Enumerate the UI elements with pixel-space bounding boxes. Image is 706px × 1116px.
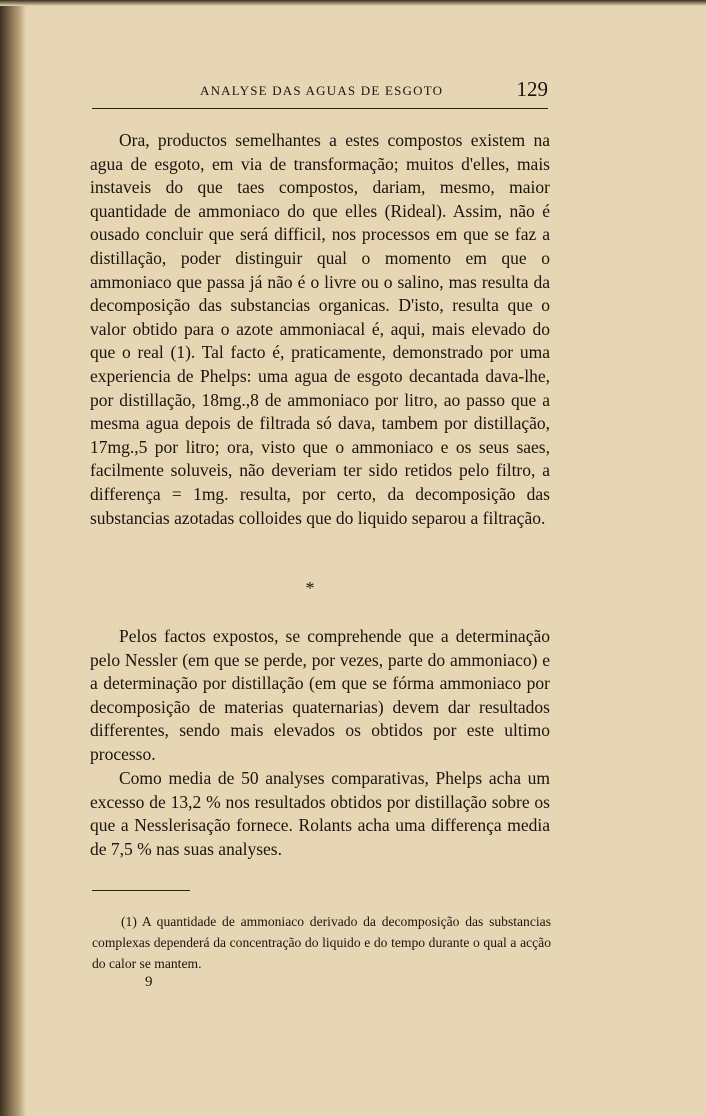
footnote-rule [92, 890, 190, 891]
footnote: (1) A quantidade de ammoniaco derivado da decomposição das substancias complexas dependerá da concentração do liquido e do tempo durante o qual a acção do calor se mantem. [92, 914, 551, 971]
binding-gutter [0, 0, 26, 1116]
header-rule [92, 108, 548, 109]
page-header [92, 78, 548, 102]
page-top-edge [0, 0, 706, 6]
body-paragraph-1: Ora, productos semelhantes a estes compostos existem na agua de esgoto, em via de transformação; muitos d'elles, mais instaveis do que taes compostos, dariam, mesmo, maior quantidade de ammoniaco do que elles (Rideal). Assim, não é ousado concluir que será difficil, nos processos em que se faz a distillação, poder distinguir qual o momento em que o ammoniaco que passa já não é o livre ou o salino, mas resulta da decomposição das substancias organicas. D'isto, resulta que o valor obtido para o azote ammoniacal é, aqui, mais elevado do que o real (1). Tal facto é, praticamente, demonstrado por uma experiencia de Phelps: uma agua de esgoto decantada dava-lhe, por distillação, 18mg.,8 de ammoniaco por litro, ao passo que a mesma agua depois de filtrada só dava, tambem por distillação, 17mg.,5 por litro; ora, visto que o ammoniaco e os seus saes, facilmente soluveis, não deveriam ter sido retidos pelo filtro, a differença = 1mg. resulta, por certo, da decomposição das substancias azotadas colloides que do liquido separou a filtração. [90, 130, 550, 528]
section-separator-asterisk: * [305, 578, 315, 598]
page-number: 129 [516, 77, 548, 101]
signature-mark: 9 [145, 974, 153, 990]
running-head: ANALYSE DAS AGUAS DE ESGOTO [200, 83, 444, 98]
body-paragraph-3: Como media de 50 analyses comparativas, Phelps acha um excesso de 13,2 % nos resultados obtidos por distillação sobre os que a Nesslerisação fornece. Rolants acha uma differença media de 7,5 % nas suas analyses. [90, 768, 550, 859]
body-paragraph-2: Pelos factos expostos, se comprehende que a determinação pelo Nessler (em que se perde, por vezes, parte do ammoniaco) e a determinação por distillação (em que se fórma ammoniaco por decomposição de materias quaternarias) devem dar resultados differentes, sendo mais elevados os obtidos por este ultimo processo. [90, 626, 550, 764]
